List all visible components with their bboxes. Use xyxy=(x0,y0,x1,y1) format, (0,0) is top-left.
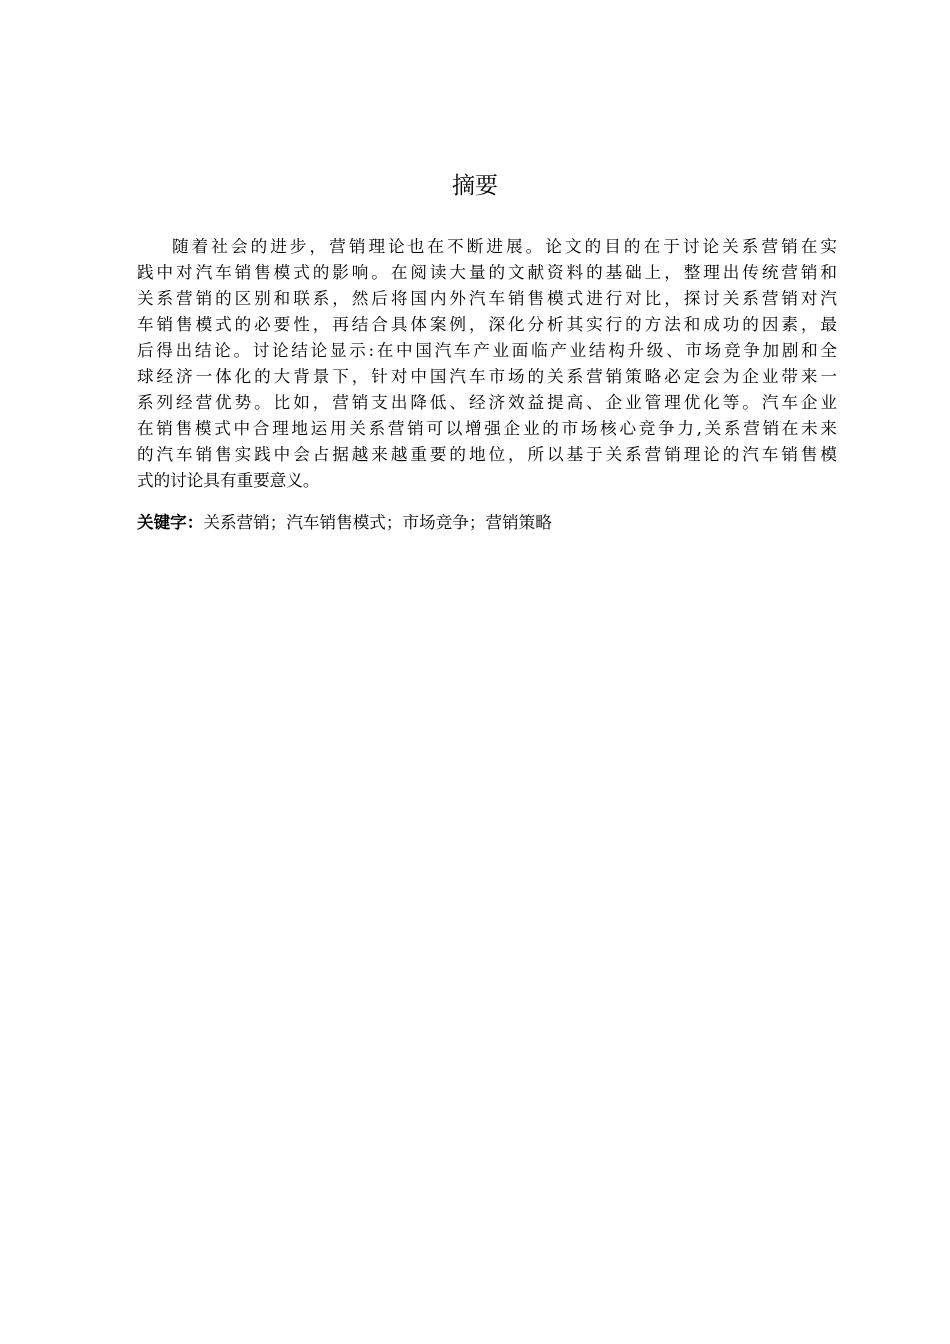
abstract-line: 后得出结论。讨论结论显示:在中国汽车产业面临产业结构升级、市场竞争加剧和全 xyxy=(137,341,837,360)
abstract-line: 践中对汽车销售模式的影响。在阅读大量的文献资料的基础上，整理出传统营销和 xyxy=(137,263,837,282)
keywords-text: 关系营销；汽车销售模式；市场竞争；营销策略 xyxy=(203,513,552,532)
abstract-line: 车销售模式的必要性，再结合具体案例，深化分析其实行的方法和成功的因素，最 xyxy=(137,315,837,334)
abstract-line: 随着社会的进步，营销理论也在不断进展。论文的目的在于讨论关系营销在实 xyxy=(172,237,837,256)
abstract-title: 摘要 xyxy=(452,173,498,199)
abstract-line: 的汽车销售实践中会占据越来越重要的地位，所以基于关系营销理论的汽车销售模 xyxy=(137,445,837,464)
abstract-line: 在销售模式中合理地运用关系营销可以增强企业的市场核心竞争力,关系营销在未来 xyxy=(137,419,837,438)
abstract-line: 关系营销的区别和联系，然后将国内外汽车销售模式进行对比，探讨关系营销对汽 xyxy=(137,289,837,308)
abstract-line: 系列经营优势。比如，营销支出降低、经济效益提高、企业管理优化等。汽车企业 xyxy=(137,393,837,412)
keywords-label: 关键字： xyxy=(137,513,204,532)
keywords-row xyxy=(137,510,837,536)
abstract-line: 球经济一体化的大背景下，针对中国汽车市场的关系营销策略必定会为企业带来一 xyxy=(137,367,837,386)
abstract-body xyxy=(137,234,837,494)
abstract-line: 式的讨论具有重要意义。 xyxy=(137,471,320,490)
